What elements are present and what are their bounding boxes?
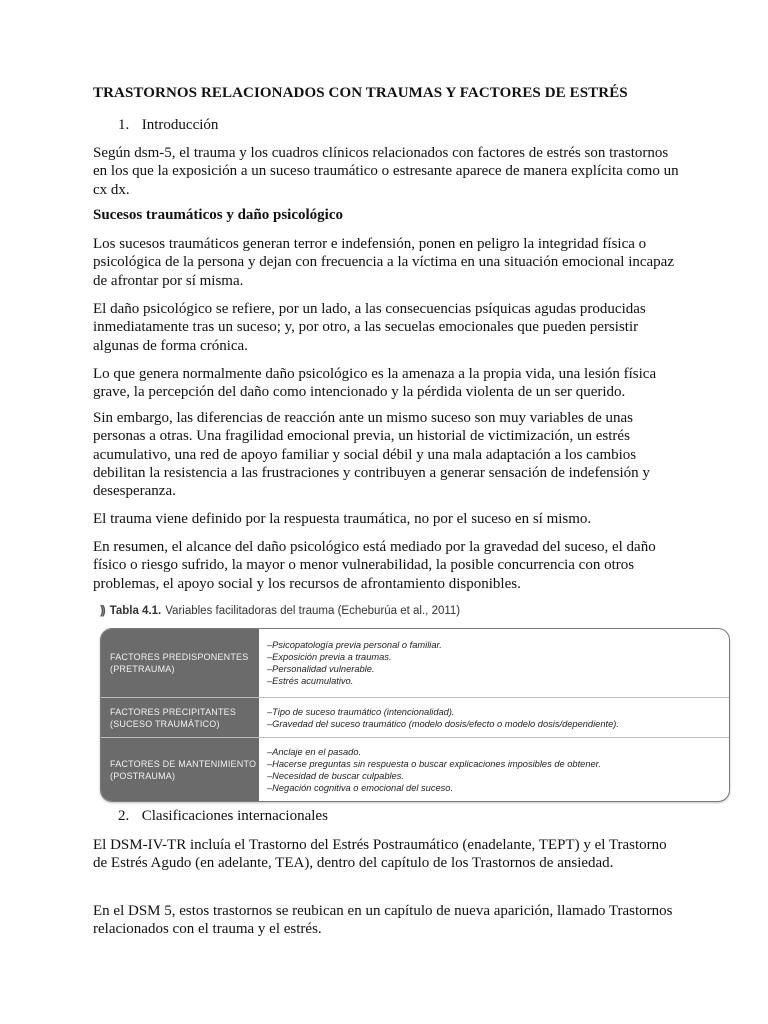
section-label: Clasificaciones internacionales [141, 808, 328, 824]
paragraph-text: Los sucesos traumáticos generan terror e indefensión, ponen en peligro la integridad física o psicológica de la persona y dejan con frecuencia a la víctima en una situación emocional incapaz de afrontar por sí misma. [93, 236, 674, 289]
factor-item: – Exposición previa a traumas. [267, 651, 729, 663]
document-title: TRASTORNOS RELACIONADOS CON TRAUMAS Y FACTORES DE ESTRÉS [93, 85, 628, 101]
table-caption-text: Variables facilitadoras del trauma (Echeburúa et al., 2011) [165, 605, 461, 617]
paragraph [93, 235, 683, 290]
factor-name: FACTORES DE MANTENIMIENTO [110, 759, 257, 769]
factor-item: – Gravedad del suceso traumático (modelo dosis/efecto o modelo dosis/dependiente). [267, 718, 729, 730]
table-row [101, 737, 729, 802]
trauma-variables-table-figure [100, 605, 728, 805]
factor-items [259, 698, 729, 738]
caption-marker: )) [100, 605, 104, 617]
trauma-variables-table [100, 628, 730, 802]
table-row [101, 629, 729, 697]
paragraph-text: El DSM-IV-TR incluía el Trastorno del Estrés Postraumático (enadelante, TEPT) y el Trastorno de Estrés Agudo (en adelante, TEA), dentro del capítulo de los Trastornos de ansiedad. [93, 837, 667, 872]
factor-item: – Anclaje en el pasado. [267, 746, 729, 758]
factor-phase: (SUCESO TRAUMÁTICO) [110, 719, 220, 729]
factor-cell [101, 629, 259, 697]
factor-item: – Necesidad de buscar culpables. [267, 770, 729, 782]
paragraph [93, 365, 683, 402]
paragraph [93, 409, 683, 500]
table-row [101, 697, 729, 738]
factor-item: – Negación cognitiva o emocional del suceso. [267, 782, 729, 794]
table-caption [100, 605, 460, 617]
factor-name: FACTORES PRECIPITANTES [110, 707, 237, 717]
paragraph [93, 538, 683, 593]
factor-cell [101, 738, 259, 802]
factor-cell [101, 698, 259, 738]
paragraph [93, 902, 683, 939]
factor-items [259, 629, 729, 697]
factor-item: – Estrés acumulativo. [267, 675, 729, 687]
paragraph [93, 836, 683, 873]
paragraph-text: Según dsm-5, el trauma y los cuadros clínicos relacionados con factores de estrés son trastornos en los que la exposición a un suceso traumático o estresante aparece de manera explícita como un cx dx. [93, 145, 679, 198]
factor-item: – Personalidad vulnerable. [267, 663, 729, 675]
factor-phase: (POSTRAUMA) [110, 771, 176, 781]
factor-item: – Tipo de suceso traumático (intencionalidad). [267, 706, 729, 718]
paragraph-text: El trauma viene definido por la respuesta traumática, no por el suceso en sí mismo. [93, 511, 592, 527]
paragraph [93, 510, 683, 528]
paragraph-text: En el DSM 5, estos trastornos se reubican en un capítulo de nueva aparición, llamado Trastornos relacionados con el trauma y el estrés. [93, 903, 673, 938]
paragraph-text: Sin embargo, las diferencias de reacción ante un mismo suceso son muy variables de unas personas a otras. Una fragilidad emocional previa, un historial de victimización, un estrés acumulativo, una red de apoyo familiar y social débil y una mala adaptación a los cambios debilitan la resistencia a las frustraciones y contribuyen a generar sensación de indefensión y desesperanza. [93, 410, 650, 500]
section-label: Introducción [141, 117, 219, 133]
paragraph-text: Lo que genera normalmente daño psicológico es la amenaza a la propia vida, una lesión física grave, la percepción del daño como intencionado y la pérdida violenta de un ser querido. [93, 366, 657, 401]
factor-item: – Hacerse preguntas sin respuesta o buscar explicaciones imposibles de obtener. [267, 758, 729, 770]
factor-item: – Psicopatología previa personal o familiar. [267, 639, 729, 651]
factor-phase: (PRETRAUMA) [110, 664, 175, 674]
paragraph [93, 300, 683, 355]
subheading-sucesos: Sucesos traumáticos y daño psicológico [93, 207, 344, 223]
intro-paragraph [93, 144, 683, 199]
section-number: 2. [118, 808, 130, 824]
factor-items [259, 738, 729, 802]
paragraph-text: En resumen, el alcance del daño psicológico está mediado por la gravedad del suceso, el daño físico o riesgo sufrido, la mayor o menor vulnerabilidad, la posible concurrencia con otros problemas, el apoyo social y los recursos de afrontamiento disponibles. [93, 539, 656, 592]
paragraph-text: El daño psicológico se refiere, por un lado, a las consecuencias psíquicas agudas producidas inmediatamente tras un suceso; y, por otro, a las secuelas emocionales que pueden persistir algunas de forma crónica. [93, 301, 646, 354]
section-heading-clasificaciones [118, 808, 328, 825]
section-number: 1. [118, 117, 130, 133]
section-heading-introduccion [118, 117, 218, 134]
table-label: Tabla 4.1. [109, 605, 162, 617]
factor-name: FACTORES PREDISPONENTES [110, 652, 249, 662]
